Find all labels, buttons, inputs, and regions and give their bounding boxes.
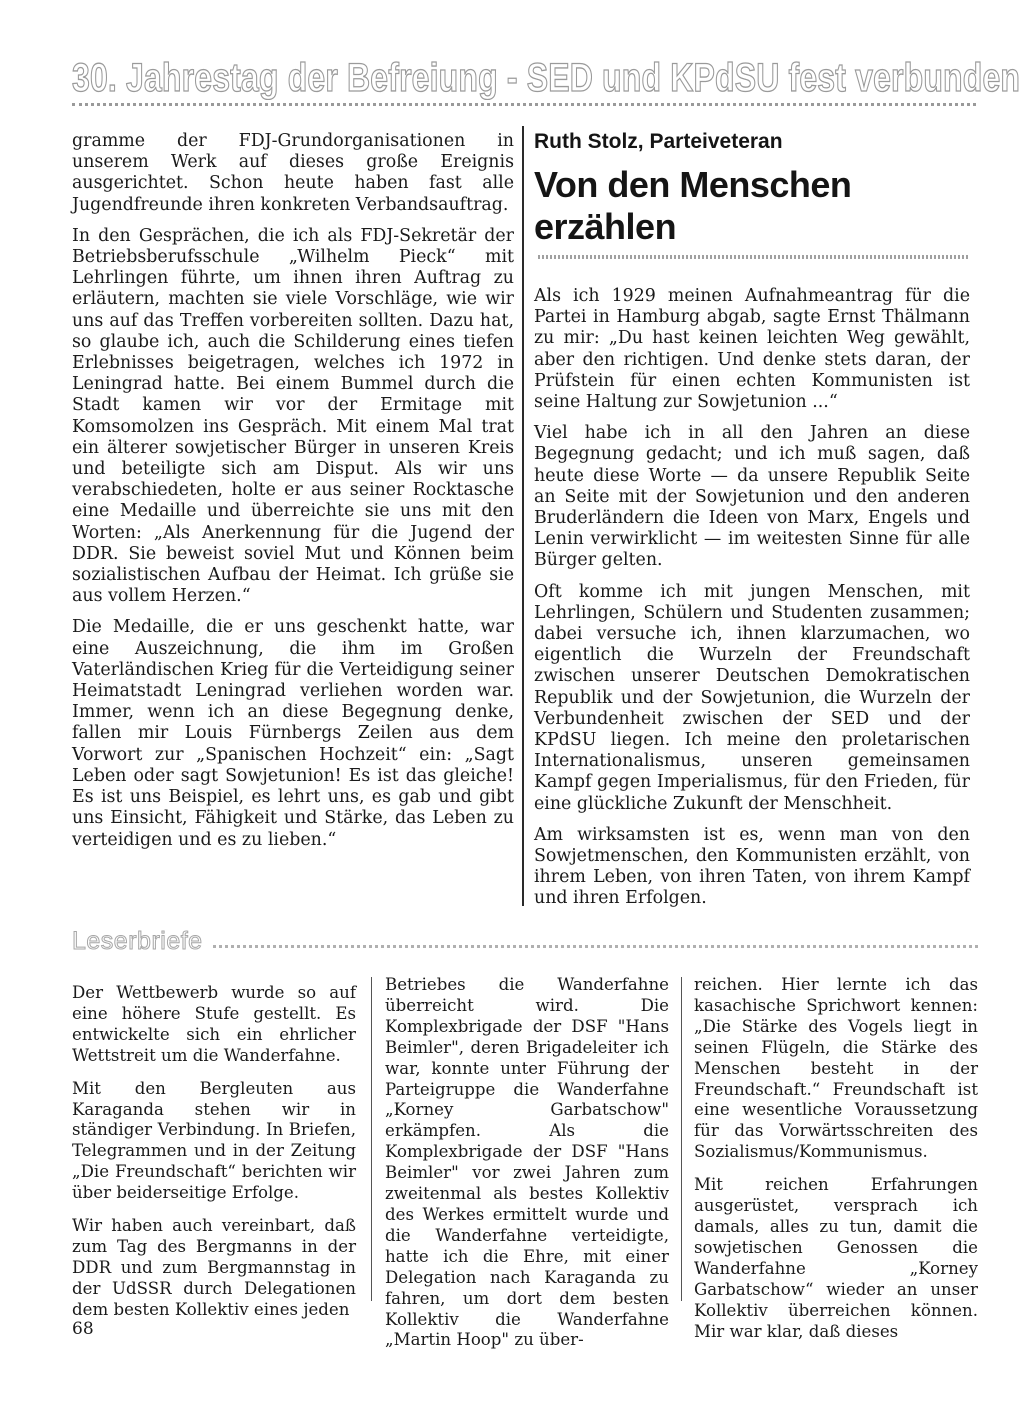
article-paragraph: Viel habe ich in all den Jahren an diese Begegnung gedacht; und ich muß sagen, daß heute diese Worte — da unsere Republik Seite an Seite mit der Sowjetunion und den anderen Bruderländern die Ideen von Marx, Engels und Lenin verwirklicht — im weitesten Sinne für alle Bürger gelten.: [534, 423, 970, 571]
left-column: [72, 131, 514, 861]
letters-divider: [371, 977, 372, 1301]
letters-rule: [213, 945, 978, 948]
article-kicker: Ruth Stolz, Parteiveteran: [534, 130, 783, 153]
article-paragraph: Am wirksamsten ist es, wenn man von den Sowjetmenschen, den Kommunisten erzählt, von ihrem Leben, von ihren Taten, von ihrem Kampf und ihren Erfolgen.: [534, 824, 970, 909]
letters-section-label: Leserbriefe: [72, 927, 203, 955]
letters-paragraph: Betriebes die Wanderfahne überreicht wird. Die Komplexbrigade der DSF "Hans Beimler", deren Brigadeleiter ich war, konnte unter Führung der Parteigruppe die Wanderfahne „Korney Garbatschow" erkämpfen. Als die Komplexbrigade der DSF "Hans Beimler" vor zwei Jahren zum zweitenmal als bestes Kollektiv des Werkes ermittelt wurde und die Wanderfahne verteidigte, hatte ich die Ehre, mit einer Delegation nach Karaganda zu fahren, um dort dem besten Kollektiv die Wanderfahne „Martin Hoop" zu über-: [385, 975, 669, 1350]
letters-paragraph: Der Wettbewerb wurde so auf eine höhere Stufe gestellt. Es entwickelte sich ein ehrlicher Wettstreit um die Wanderfahne.: [72, 983, 356, 1065]
article-paragraph: Oft komme ich mit jungen Menschen, mit Lehrlingen, Schülern und Studenten zusammen; dabei versuche ich, ihnen klarzumachen, wo eigentlich die Wurzeln der Freundschaft zwischen unserer Deutschen Demokratischen Republik und der Sowjetunion, die Wurzeln der Verbundenheit zwischen der SED und der KPdSU liegen. Ich meine den proletarischen Internationalismus, unseren gemeinsamen Kampf gegen Imperialismus, für den Frieden, für eine glückliche Zukunft der Menschheit.: [534, 581, 970, 814]
letters-column-3: [694, 975, 978, 1354]
letters-divider: [681, 977, 682, 1301]
letters-paragraph: Wir haben auch vereinbart, daß zum Tag des Bergmanns in der DDR und zum Bergmannstag in der UdSSR durch Delegationen dem besten Kollektiv eines jeden: [72, 1216, 356, 1319]
letters-column-1: [72, 983, 356, 1333]
letters-paragraph: Mit reichen Erfahrungen ausgerüstet, versprach ich damals, alles zu tun, damit die sowjetischen Genossen die Wanderfahne „Korney Garbatschow“ wieder an unser Kollektiv überreichen können. Mir war klar, daß dieses: [694, 1175, 978, 1341]
letters-paragraph: Mit den Bergleuten aus Karaganda stehen wir in ständiger Verbindung. In Briefen, Telegrammen und in der Zeitung „Die Freundschaft“ berichten wir über beiderseitige Erfolge.: [72, 1078, 356, 1203]
column-divider: [522, 126, 524, 906]
headline-rule: [538, 255, 970, 259]
article-paragraph: Als ich 1929 meinen Aufnahmeantrag für die Partei in Hamburg abgab, sagte Ernst Thälmann zu mir: „Du hast keinen leichten Weg gewählt, aber den richtigen. Und denke stets daran, der Prüfstein für einen echten Kommunisten ist seine Haltung zur Sowjetunion ...“: [534, 286, 970, 413]
letters-paragraph: reichen. Hier lernte ich das kasachische Sprichwort kennen: „Die Stärke des Vogels liegt in seinen Flügeln, die Stärke des Menschen besteht in der Freundschaft.“ Freundschaft ist eine wesentliche Voraussetzung für das Vorwärtsschreiten des Sozialismus/Kommunismus.: [694, 975, 978, 1162]
article-body: [534, 286, 970, 920]
letters-column-2: [385, 975, 669, 1363]
header-rule: [72, 103, 976, 106]
article-headline: Von den Menschen erzählen: [534, 164, 852, 247]
left-paragraph: Die Medaille, die er uns geschenkt hatte, war eine Auszeichnung, die ihm im Großen Vaterländischen Krieg für die Verteidigung seiner Heimatstadt Leningrad verliehen worden war. Immer, wenn ich an diese Begegnung denke, fallen mir Louis Fürnbergs Zeilen aus dem Vorwort zur „Spanischen Hochzeit“ ein: „Sagt Leben oder sagt Sowjetunion! Es ist das gleiche! Es ist uns Beispiel, es lehrt uns, es gab und gibt uns Einsicht, Fähigkeit und Stärke, das Leben zu verteidigen und es zu lieben.“: [72, 617, 514, 850]
left-paragraph: gramme der FDJ-Grundorganisationen in unserem Werk auf dieses große Ereignis ausgerichtet. Schon heute haben fast alle Jugendfreunde ihren konkreten Verbandsauftrag.: [72, 131, 514, 215]
page-number: 68: [72, 1319, 94, 1339]
left-paragraph: In den Gesprächen, die ich als FDJ-Sekretär der Betriebsberufsschule „Wilhelm Pieck“ mit Lehrlingen führte, um ihnen ihren Auftrag zu erläutern, machten sie viele Vorschläge, wie wir uns auf das Treffen vorbereiten sollten. Dazu hat, so glaube ich, auch die Schilderung eines tiefen Erlebnisses beigetragen, welches ich 1972 in Leningrad hatte. Bei einem Bummel durch die Stadt kamen wir vor der Ermitage mit Komsomolzen ins Gespräch. Mit einem Mal trat ein älterer sowjetischer Bürger in unseren Kreis und beteiligte sich am Disput. Als wir uns verabschiedeten, holte er aus seiner Rocktasche eine Medaille und überreichte sie uns mit den Worten: „Als Anerkennung für die Jugend der DDR. Sie beweist soviel Mut und Können beim sozialistischen Aufbau der Heimat. Ich grüße sie aus vollem Herzen.“: [72, 225, 514, 607]
header-title: 30. Jahrestag der Befreiung - SED und KPdSU fest verbunden: [72, 56, 1021, 100]
